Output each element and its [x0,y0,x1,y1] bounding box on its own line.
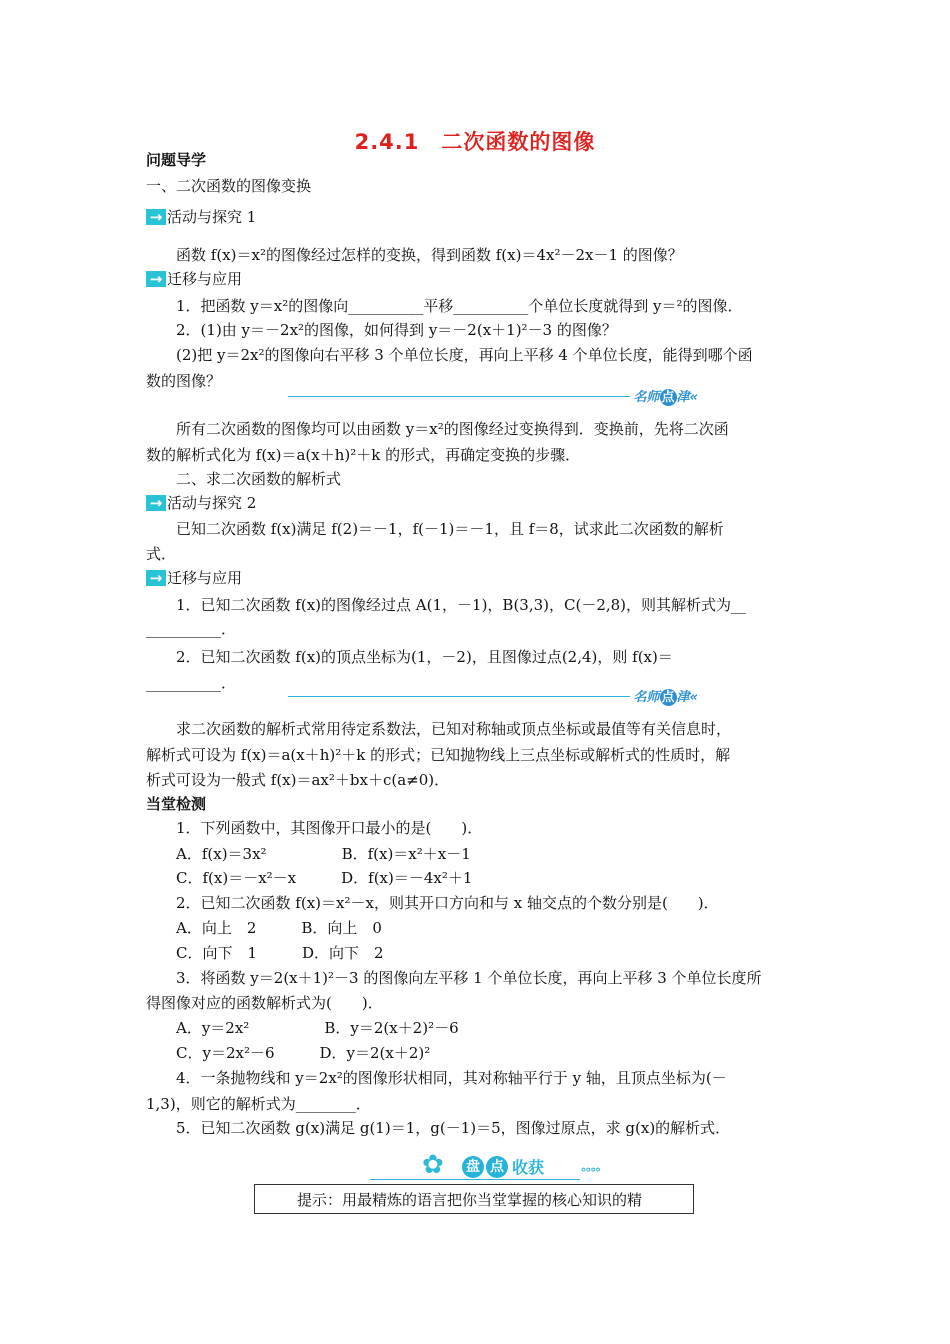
page-title: 2.4.1 二次函数的图像 [354,130,596,154]
teacher-tip-divider [288,386,698,406]
text-line: C．f(x)＝－x²－x D．f(x)＝－4x²＋1 [146,869,473,887]
text-line: __________． [146,674,237,692]
arrow-right-icon: → [146,271,166,287]
summary-rule [370,1179,580,1180]
text-line: 数的图像？ [146,372,222,390]
arrow-tag [146,205,256,229]
arrow-tag [146,267,242,291]
arrow-right-icon: → [146,209,166,225]
text-line: A．向上 2 B．向上 0 [146,919,382,937]
text-line: (2)把 y＝2x²的图像向右平移 3 个单位长度，再向上平移 4 个单位长度，能得到哪个函 [146,346,753,364]
arrow-right-icon: → [146,495,166,511]
badge-text: 津« [676,690,698,705]
palm-tree-icon: ✿ [422,1150,444,1180]
summary-header [370,1150,610,1182]
text-line: 析式可设为一般式 f(x)＝ax²＋bx＋c(a≠0)． [146,771,450,789]
badge-text: 津« [676,390,698,405]
text-line: 式． [146,545,177,563]
teacher-tip-badge [630,686,698,706]
badge-text: 名师 [633,690,660,705]
text-line: 数的解析式化为 f(x)＝a(x＋h)²＋k 的形式，再确定变换的步骤． [146,446,581,464]
arrow-tag [146,566,242,590]
badge-highlight: 点 [661,690,675,705]
text-line: 函数 f(x)＝x²的图像经过怎样的变换，得到函数 f(x)＝4x²－2x－1 的图像？ [146,246,683,264]
text-line: 4．一条抛物线和 y＝2x²的图像形状相同，其对称轴平行于 y 轴，且顶点坐标为(－ [146,1069,727,1087]
text-line: 3．将函数 y＝2(x＋1)²－3 的图像向左平移 1 个单位长度，再向上平移 3 个单位长度所 [146,969,762,987]
hint-box: 提示：用最精炼的语言把你当堂掌握的核心知识的精 [254,1184,694,1214]
text-line: 1,3)，则它的解析式为________． [146,1095,371,1113]
arrow-right-icon: → [146,570,166,586]
text-line: A．f(x)＝3x² B．f(x)＝x²＋x－1 [146,845,471,863]
text-line: 二、求二次函数的解析式 [146,470,342,488]
section-heading [146,267,816,291]
text-line: A．y＝2x² B．y＝2(x＋2)²－6 [146,1019,459,1037]
divider-rule [288,396,630,397]
teacher-tip-badge [630,386,698,406]
text-line: 1．已知二次函数 f(x)的图像经过点 A(1，－1)，B(3,3)，C(－2,8)，则其解析式为__ [146,596,747,614]
text-line: 已知二次函数 f(x)满足 f(2)＝－1，f(－1)＝－1，且 f＝8，试求此二次函数的解析 [146,520,724,538]
section-title: 当堂检测 [146,795,207,813]
summary-chip: 盘 [462,1156,484,1178]
heading-text: 迁移与应用 [167,569,243,587]
arrow-tag [146,491,256,515]
heading-text: 迁移与应用 [167,270,243,288]
text-line: C．y＝2x²－6 D．y＝2(x＋2)² [146,1044,431,1062]
text-line: 1．下列函数中，其图像开口最小的是( )． [146,819,483,837]
text-line: 1．把函数 y＝x²的图像向__________平移__________个单位长度就得到 y＝²的图像． [146,297,743,315]
heading-text: 活动与探究 2 [167,494,257,512]
text-line: __________． [146,620,237,638]
summary-chip: 点 [486,1156,508,1178]
text-line: 求二次函数的解析式常用待定系数法，已知对称轴或顶点坐标或最值等有关信息时， [146,720,732,738]
badge-highlight: 点 [661,390,675,405]
section-heading [146,566,816,590]
text-line: 一、二次函数的图像变换 [146,177,312,195]
section-heading [146,491,816,515]
badge-text: 名师 [633,390,660,405]
divider-rule [288,696,630,697]
section-title: 问题导学 [146,151,207,169]
text-line: 2．已知二次函数 f(x)的顶点坐标为(1，－2)，且图像过点(2,4)，则 f(x)＝ [146,648,673,666]
section-heading [146,205,816,229]
heading-text: 活动与探究 1 [167,208,257,226]
teacher-tip-divider [288,686,698,706]
text-line: 得图像对应的函数解析式为( )． [146,994,383,1012]
summary-title: 收获 [512,1158,545,1177]
text-line: 解析式可设为 f(x)＝a(x＋h)²＋k 的形式；已知抛物线上三点坐标或解析式的性质时，解 [146,746,731,764]
wave-dots-icon: ∘∘∘∘ [580,1162,600,1178]
text-line: 2．(1)由 y＝－2x²的图像，如何得到 y＝－2(x＋1)²－3 的图像？ [146,321,617,339]
text-line: 2．已知二次函数 f(x)＝x²－x，则其开口方向和与 x 轴交点的个数分别是( )． [146,894,719,912]
text-line: 所有二次函数的图像均可以由函数 y＝x²的图像经过变换得到．变换前，先将二次函 [146,420,729,438]
text-line: C．向下 1 D．向下 2 [146,944,384,962]
text-line: 5．已知二次函数 g(x)满足 g(1)＝1，g(－1)＝5，图像过原点，求 g(x)的解析式． [146,1119,731,1137]
